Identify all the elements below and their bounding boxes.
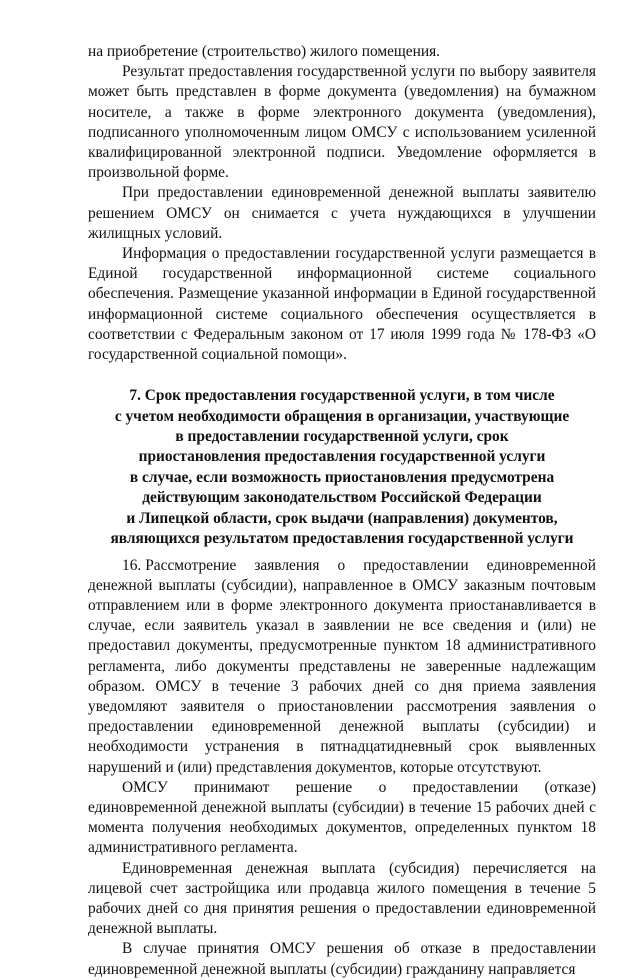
paragraph-refusal-case: В случае принятия ОМСУ решения об отказе в предоставлении единовременной денежной выплаты (субсидии) гражданину направляется [88, 940, 596, 978]
heading-line: и Липецкой области, срок выдачи (направления) документов, [126, 509, 558, 527]
heading-line: являющихся результатом предоставления государственной услуги [110, 530, 574, 548]
item-16-paragraph [88, 556, 596, 778]
heading-line: в случае, если возможность приостановления предусмотрена [129, 468, 555, 486]
paragraph-deregistration: При предоставлении единовременной денежной выплаты заявителю решением ОМСУ он снимается с учета нуждающихся в улучшении жилищных условий. [88, 184, 596, 242]
section-7-heading [88, 386, 596, 549]
paragraph-egisso-info: Информация о предоставлении государственной услуги размещается в Единой государственной информационной системе социального обеспечения. Размещение указанной информации в Единой государственной информационной системе социального обеспечения осуществляется в соответствии с Федеральным законом от 17 июля 1999 года № 178-ФЗ «О государственной социальной помощи». [88, 245, 596, 364]
heading-line: действующим законодательством Российской Федерации [142, 489, 542, 507]
heading-line: с учетом необходимости обращения в организации, участвующие [114, 407, 570, 425]
continuation-line: на приобретение (строительство) жилого помещения. [88, 43, 440, 60]
heading-line: в предоставлении государственной услуги, срок [175, 428, 509, 446]
paragraph-result-form: Результат предоставления государственной услуги по выбору заявителя может быть представлен в форме документа (уведомления) на бумажном носителе, а также в форме электронного документа (уведомления), подписанного уполномоченным лицом ОМСУ с использованием усиленной квалифицированной электронной подписи. Уведомление оформляется в произвольной форме. [88, 63, 596, 182]
paragraph-payment-transfer: Единовременная денежная выплата (субсидия) перечисляется на лицевой счет застройщика или продавца жилого помещения в течение 5 рабочих дней со дня принятия решения о предоставлении единовременной денежной выплаты. [88, 859, 596, 938]
paragraph-decision-term: ОМСУ принимают решение о предоставлении (отказе) единовременной денежной выплаты (субсидии) в течение 15 рабочих дней с момента получения необходимых документов, определенных пунктом 18 административного регламента. [88, 778, 596, 857]
item-16-number: 16. [122, 556, 142, 574]
document-body [88, 42, 596, 980]
heading-line: приостановления предоставления государственной услуги [138, 448, 546, 466]
item-16-text: Рассмотрение заявления о предоставлении единовременной денежной выплаты (субсидии), направленное в ОМСУ заказным почтовым отправлением или в форме электронного документа приостанавливается в случае, если заявитель указал в заявлении не все сведения и (или) не предоставил документы, предусмотренные пунктом 18 административного регламента, либо документы представлены не заверенные надлежащим образом. ОМСУ в течение 3 рабочих дней со дня приема заявления уведомляют заявителя о приостановлении рассмотрения заявления о предоставлении единовременной денежной выплаты (субсидии) и необходимости устранения в пятнадцатидневный срок выявленных нарушений и (или) представления документов, которые отсутствуют. [88, 556, 596, 776]
heading-line: 7. Срок предоставления государственной услуги, в том числе [129, 387, 555, 405]
